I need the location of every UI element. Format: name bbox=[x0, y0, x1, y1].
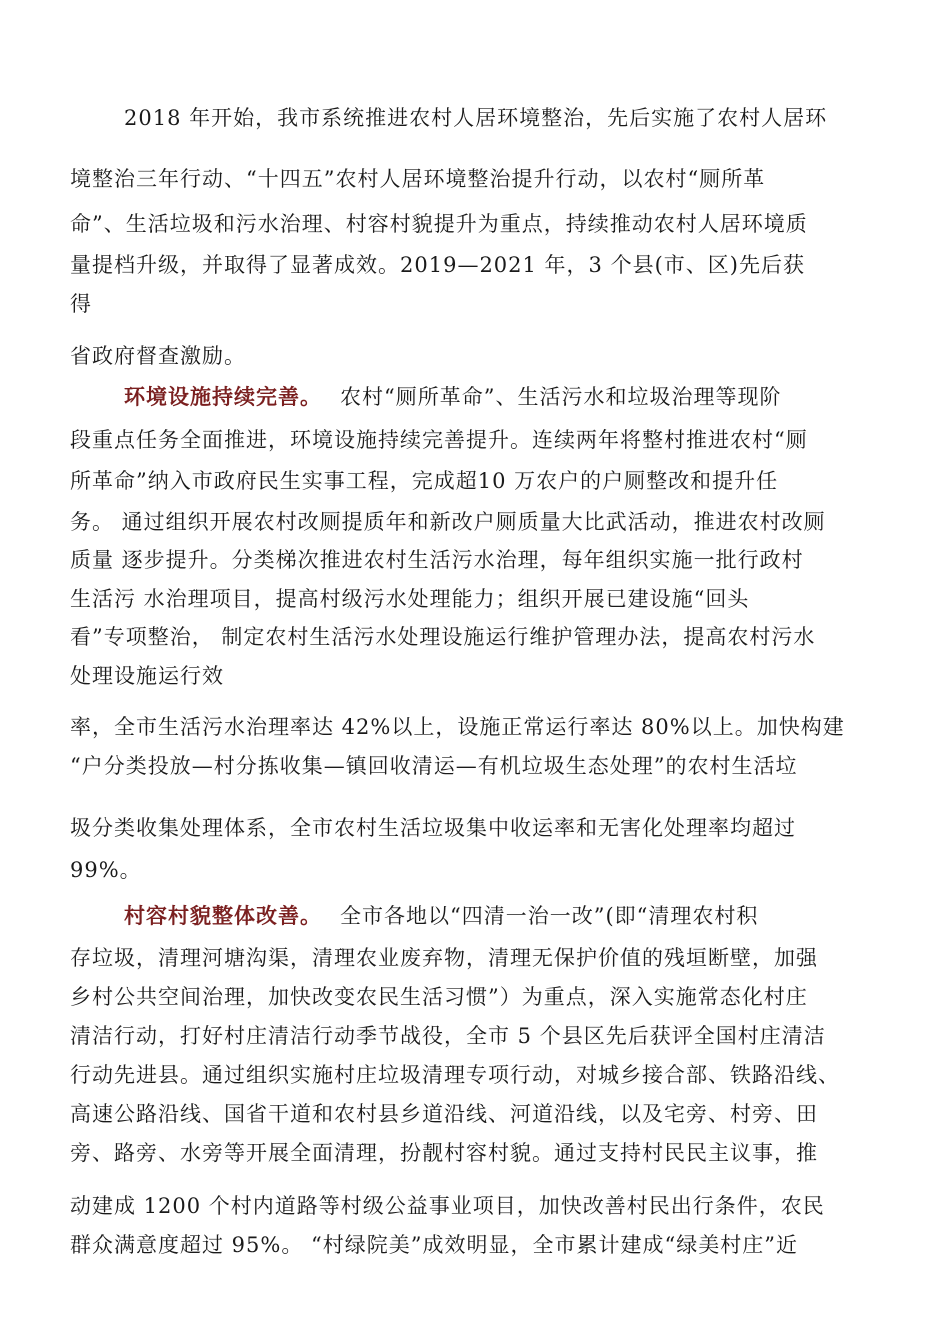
section1-line-8: 率，全市生活污水治理率达 42%以上，设施正常运行率达 80%以上。加快构建 bbox=[70, 715, 845, 739]
section2-line-2: 乡村公共空间治理，加快改变农民生活习惯”）为重点，深入实施常态化村庄 bbox=[70, 985, 808, 1009]
section2-line-8: 群众满意度超过 95%。 “村绿院美”成效明显，全市累计建成“绿美村庄”近 bbox=[70, 1233, 798, 1257]
section1-line-6: 看”专项整治， 制定农村生活污水处理设施运行维护管理办法，提高农村污水 bbox=[70, 625, 816, 649]
section2-heading: 村容村貌整体改善。 bbox=[124, 903, 322, 928]
section1-line-3: 务。 通过组织开展农村改厕提质年和新改户厕质量大比武活动，推进农村改厕 bbox=[70, 510, 826, 534]
intro-line-5: 得 bbox=[70, 292, 92, 316]
intro-line-4: 量提档升级，并取得了显著成效。2019—2021 年，3 个县(市、区)先后获 bbox=[70, 253, 805, 277]
section1-line-10: 圾分类收集处理体系，全市农村生活垃圾集中收运率和无害化处理率均超过 bbox=[70, 816, 796, 840]
intro-line-6: 省政府督查激励。 bbox=[70, 344, 246, 368]
section1-heading: 环境设施持续完善。 bbox=[124, 384, 322, 409]
section2-line-6: 旁、路旁、水旁等开展全面清理，扮靓村容村貌。通过支持村民民主议事，推 bbox=[70, 1141, 818, 1165]
intro-line-3: 命”、生活垃圾和污水治理、村容村貌提升为重点，持续推动农村人居环境质 bbox=[70, 212, 808, 236]
section2-first-line bbox=[124, 901, 900, 931]
section1-line-9: “户分类投放—村分拣收集—镇回收清运—有机垃圾生态处理”的农村生活垃 bbox=[70, 754, 798, 778]
section1-line-2: 所革命”纳入市政府民生实事工程，完成超10 万农户的户厕整改和提升任 bbox=[70, 469, 779, 493]
section1-first-text: 农村“厕所革命”、生活污水和垃圾治理等现阶 bbox=[340, 385, 782, 409]
section2-line-4: 行动先进县。通过组织实施村庄垃圾清理专项行动，对城乡接合部、铁路沿线、 bbox=[70, 1063, 840, 1087]
intro-line-1: 2018 年开始，我市系统推进农村人居环境整治，先后实施了农村人居环 bbox=[124, 106, 828, 130]
section2-line-5: 高速公路沿线、国省干道和农村县乡道沿线、河道沿线，以及宅旁、村旁、田 bbox=[70, 1102, 818, 1126]
section1-line-11: 99%。 bbox=[70, 858, 142, 882]
section2-line-3: 清洁行动，打好村庄清洁行动季节战役，全市 5 个县区先后获评全国村庄清洁 bbox=[70, 1024, 826, 1048]
section1-line-5: 生活污 水治理项目，提高村级污水处理能力；组织开展已建设施“回头 bbox=[70, 587, 750, 611]
section1-first-line bbox=[124, 382, 900, 412]
section1-line-1: 段重点任务全面推进，环境设施持续完善提升。连续两年将整村推进农村“厕 bbox=[70, 428, 808, 452]
section2-first-text: 全市各地以“四清一治一改”(即“清理农村积 bbox=[340, 904, 759, 928]
section1-line-7: 处理设施运行效 bbox=[70, 664, 224, 688]
intro-line-2: 境整治三年行动、“十四五”农村人居环境整治提升行动，以农村“厕所革 bbox=[70, 167, 766, 191]
section2-line-1: 存垃圾，清理河塘沟渠，清理农业废弃物，清理无保护价值的残垣断壁，加强 bbox=[70, 946, 818, 970]
section1-line-4: 质量 逐步提升。分类梯次推进农村生活污水治理，每年组织实施一批行政村 bbox=[70, 548, 804, 572]
section2-line-7: 动建成 1200 个村内道路等村级公益事业项目，加快改善村民出行条件，农民 bbox=[70, 1194, 825, 1218]
